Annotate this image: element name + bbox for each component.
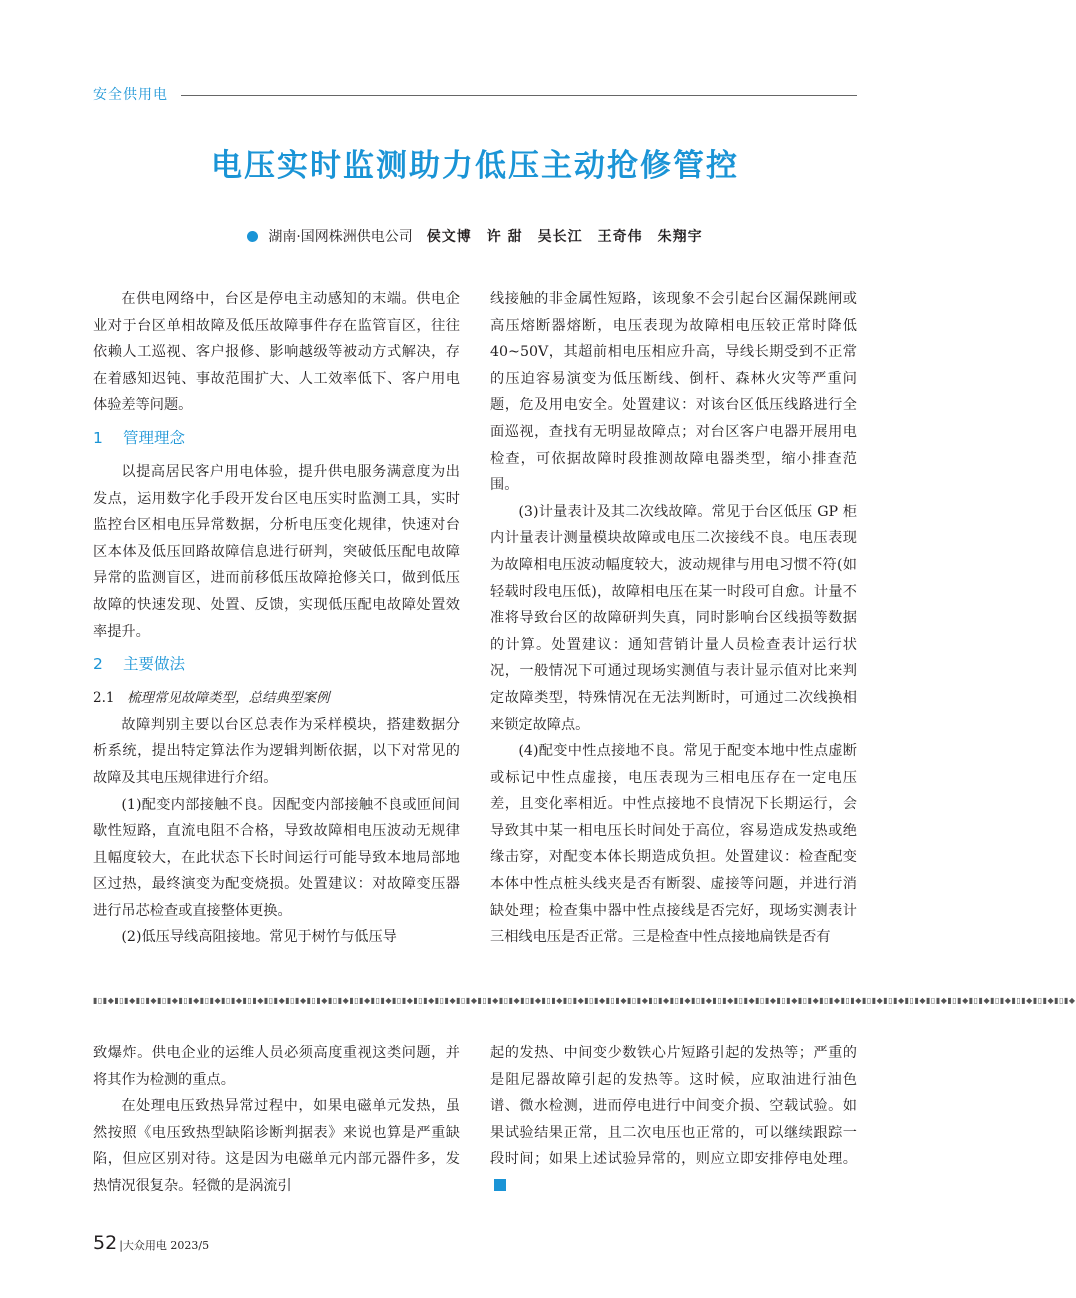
section-title: 主要做法 bbox=[123, 655, 186, 674]
end-square-icon bbox=[494, 1179, 506, 1191]
authors: 侯文博 许 甜 吴长江 王奇伟 朱翔宇 bbox=[426, 229, 703, 245]
column-bottom-left bbox=[93, 1040, 460, 1200]
paragraph-bottom-2: 在处理电压致热异常过程中，如果电磁单元发热，虽然按照《电压致热型缺陷诊断判据表》来说也算是严重缺陷，但应区别对待。这是因为电磁单元内部元器件多，发热情况很复杂。轻微的是涡流引 bbox=[93, 1098, 460, 1194]
column-bottom-right bbox=[490, 1040, 857, 1200]
paragraph-bottom-1: 致爆炸。供电企业的运维人员必须高度重视这类问题，并将其作为检测的重点。 bbox=[93, 1045, 460, 1088]
paragraph-case-3: (3)计量表计及其二次线故障。常见于台区低压 GP 柜内计量表计测量模块故障或电压二次接线不良。电压表现为故障相电压波动幅度较大，波动规律与用电习惯不符(如轻载时段电压低)，故障相电压在某一时段可自愈。计量不准将导致台区的故障研判失真，同时影响台区线损等数据的计算。处置建议：通知营销计量人员检查表计运行状况，一般情况下可通过现场实测值与表计显示值对比来判定故障类型，特殊情况在无法判断时，可通过二次线换相来锁定故障点。 bbox=[490, 503, 857, 733]
section-number: 1 bbox=[93, 428, 103, 447]
article-title: 电压实时监测助力低压主动抢修管控 bbox=[211, 148, 739, 184]
section-tag: 安全供用电 bbox=[93, 87, 168, 103]
paragraph-case-2-cont: 线接触的非金属性短路，该现象不会引起台区漏保跳闸或高压熔断器熔断，电压表现为故障相电压较正常时降低 40~50V，其超前相电压相应升高，导线长期受到不正常的压迫容易演变为低压断线、倒杆、森林火灾等严重问题，危及用电安全。处置建议：对该台区低压线路进行全面巡视，查找有无明显故障点；对台区客户电器开展用电检查，可依据故障时段推测故障电器类型，缩小排查范围。 bbox=[490, 291, 857, 494]
subsection-heading-2-1 bbox=[93, 685, 460, 712]
paragraph-case-4: (4)配变中性点接地不良。常见于配变本地中性点虚断或标记中性点虚接，电压表现为三相电压存在一定电压差，且变化率相近。中性点接地不良情况下长期运行，会导致其中某一相电压长时间处于高位，容易造成发热或绝缘击穿，对配变本体长期造成负担。处置建议：检查配变本体中性点桩头线夹是否有断裂、虚接等问题，并进行消缺处理；检查集中器中性点接线是否完好，现场实测表计三相线电压是否正常。三是检查中性点接地扁铁是否有 bbox=[490, 743, 857, 946]
byline bbox=[0, 226, 950, 246]
page-number: 52 bbox=[93, 1232, 118, 1254]
affiliation: 湖南·国网株洲供电公司 bbox=[268, 229, 413, 245]
section-heading-2 bbox=[93, 651, 460, 677]
paragraph-concept: 以提高居民客户用电体验，提升供电服务满意度为出发点，运用数字化手段开发台区电压实时监测工具，实时监控台区相电压异常数据，分析电压变化规律，快速对台区本体及低压回路故障信息进行研判，突破低压配电故障异常的监测盲区，进而前移低压故障抢修关口，做到低压故障的快速发现、处置、反馈，实现低压配电故障处置效率提升。 bbox=[93, 463, 460, 640]
paragraph-bottom-right bbox=[490, 1040, 857, 1200]
subsection-title: 梳理常见故障类型，总结典型案例 bbox=[127, 690, 330, 707]
paragraph-judge: 故障判别主要以台区总表作为采样模块，搭建数据分析系统，提出特定算法作为逻辑判断依据，以下对常见的故障及其电压规律进行介绍。 bbox=[93, 716, 460, 786]
header-rule bbox=[181, 95, 857, 96]
section-heading-1 bbox=[93, 425, 460, 451]
section-number: 2 bbox=[93, 655, 103, 674]
journal-info: |大众用电 2023/5 bbox=[119, 1239, 210, 1252]
section-title: 管理理念 bbox=[123, 428, 186, 447]
paragraph-text: 起的发热、中间变少数铁心片短路引起的发热等；严重的是阻尼器故障引起的发热等。这时候，应取油进行油色谱、微水检测，进而停电进行中间变介损、空载试验。如果试验结果正常，且二次电压也正常的，可以继续跟踪一段时间；如果上述试验异常的，则应立即安排停电处理。 bbox=[490, 1045, 857, 1168]
column-top-right bbox=[490, 286, 857, 951]
paragraph-case-1: (1)配变内部接触不良。因配变内部接触不良或匝间间歇性短路，直流电阻不合格，导致故障相电压波动无规律且幅度较大，在此状态下长时间运行可能导致本地局部地区过热，最终演变为配变烧损。处置建议：对故障变压器进行吊芯检查或直接整体更换。 bbox=[93, 796, 460, 919]
ornament-separator: ▮▯▮◆▮▯▮◆▮▯▮◆▮▯▮◆▮▯▮◆▮▯▮◆▮▯▮◆▮▯▮◆▮▯▮◆▮▯▮◆▮▯▮◆▮▯▮◆▮▯▮◆▮▯▮◆▮▯▮◆▮▯▮◆▮▯▮◆▮▯▮◆▮▯▮◆▮▯▮◆▮▯▮◆▮▯▮◆▮▯▮◆▮▯▮◆▮▯▮◆▮▯▮◆▮▯▮◆▮▯▮◆▮▯▮◆▮▯▮◆▮▯▮◆▮▯▮◆▮▯▮◆▮▯▮◆▮▯▮◆▮▯▮◆▮▯▮◆▮▯▮◆▮▯▮◆▮▯▮◆▮▯▮◆▮▯▮◆▮▯▮◆▮▯▮◆▮▯▮◆▮▯▮◆ bbox=[93, 996, 1076, 1005]
paragraph-case-2: (2)低压导线高阻接地。常见于树竹与低压导 bbox=[121, 929, 397, 946]
page-footer bbox=[93, 1232, 209, 1254]
bullet-dot-icon bbox=[247, 231, 258, 242]
column-top-left bbox=[93, 286, 460, 951]
subsection-number: 2.1 bbox=[93, 690, 115, 707]
paragraph-intro: 在供电网络中，台区是停电主动感知的末端。供电企业对于台区单相故障及低压故障事件存在监管盲区，往往依赖人工巡视、客户报修、影响越级等被动方式解决，存在着感知迟钝、事故范围扩大、人工效率低下、客户用电体验差等问题。 bbox=[93, 291, 460, 414]
